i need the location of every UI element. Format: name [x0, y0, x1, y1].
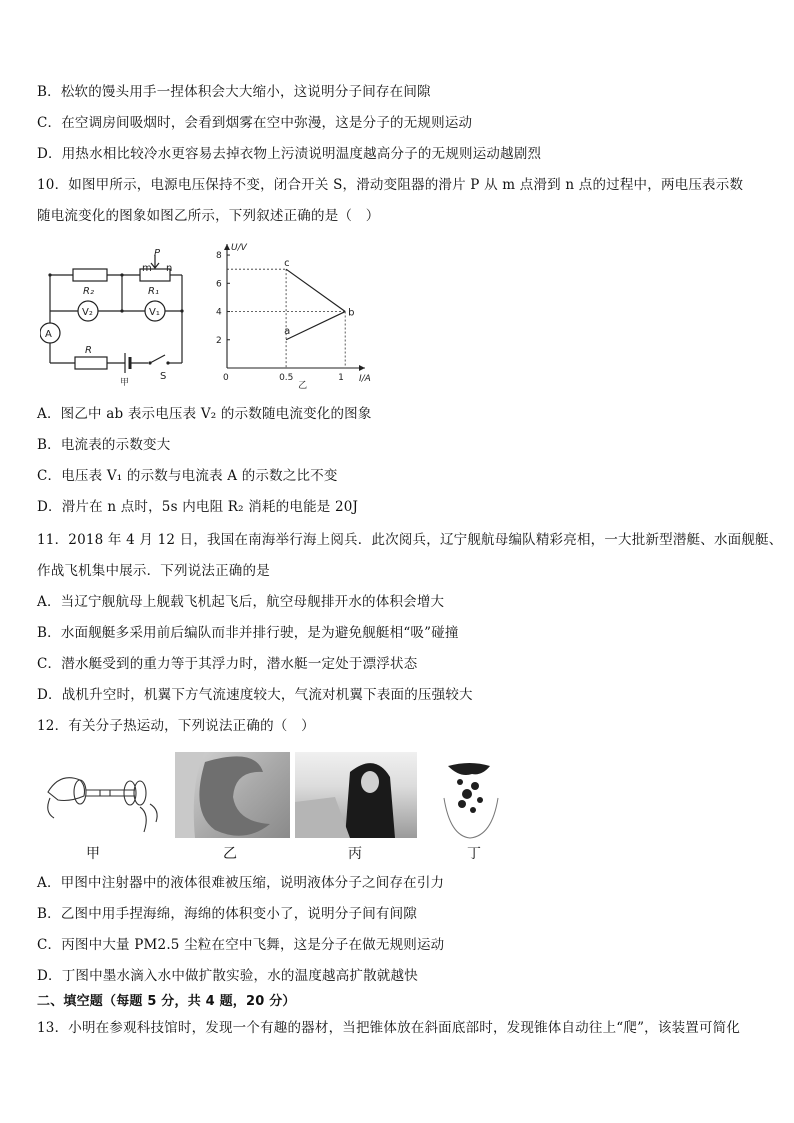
section2-heading: 二、填空题（每题 5 分，共 4 题，20 分） [37, 994, 296, 1009]
x-axis-label: I/A [359, 374, 371, 384]
y-tick-label: 4 [216, 307, 222, 318]
figure-label-jia: 甲 [86, 846, 100, 862]
circuit-diagram [40, 245, 195, 390]
q12-option-c: C．丙图中大量 PM2.5 尘粒在空中飞舞，这是分子在做无规则运动 [37, 937, 445, 953]
series-line-0 [286, 269, 345, 311]
y-tick-label: 2 [216, 335, 222, 346]
v1-label: V₁ [149, 307, 160, 318]
series-line-1 [286, 312, 345, 340]
p-label: P [154, 248, 161, 259]
r-resistor [75, 357, 107, 369]
q12-option-d: D．丁图中墨水滴入水中做扩散实验，水的温度越高扩散就越快 [37, 968, 418, 984]
m-label: m [142, 263, 152, 274]
point-label-c: c [284, 258, 290, 270]
q10-option-c: C．电压表 V₁ 的示数与电流表 A 的示数之比不变 [37, 468, 338, 484]
figure-label-bing: 丙 [348, 846, 362, 862]
q11-option-c: C．潜水艇受到的重力等于其浮力时，潜水艇一定处于漂浮状态 [37, 656, 418, 672]
q9-option-b: B．松软的馒头用手一捏体积会大大缩小，这说明分子间存在间隙 [37, 84, 431, 100]
figure-sponge-photo [175, 752, 290, 838]
circuit-caption: 甲 [120, 378, 130, 388]
figure-pm25-photo [295, 752, 417, 838]
r2-label: R₂ [83, 286, 94, 297]
v2-label: V₂ [82, 307, 93, 318]
y-axis-label: U/V [231, 243, 247, 253]
x-tick-label: 0.5 [279, 373, 294, 383]
figure-ink-diffusion [440, 758, 502, 840]
q12-stem: 12．有关分子热运动，下列说法正确的（ ） [37, 718, 315, 734]
q12-option-b: B．乙图中用手捏海绵，海绵的体积变小了，说明分子间有间隙 [37, 906, 418, 922]
ui-graph [205, 240, 380, 390]
figure-label-ding: 丁 [467, 846, 481, 862]
q11-option-b: B．水面舰艇多采用前后编队而非并排行驶，是为避免舰艇相“吸”碰撞 [37, 625, 459, 641]
point-label-a: a [284, 325, 291, 337]
q11-option-d: D．战机升空时，机翼下方气流速度较大，气流对机翼下表面的压强较大 [37, 687, 473, 703]
switch-label: S [160, 371, 167, 382]
q9-option-d: D．用热水相比较冷水更容易去掉衣物上污渍说明温度越高分子的无规则运动越剧烈 [37, 146, 542, 162]
q10-stem-line2: 随电流变化的图象如图乙所示，下列叙述正确的是（ ） [37, 208, 380, 224]
r2-resistor [73, 269, 107, 281]
graph-caption: 乙 [298, 381, 308, 390]
x-tick-label: 1 [338, 373, 344, 383]
y-tick-label: 6 [216, 279, 222, 290]
q11-stem-line1: 11．2018 年 4 月 12 日，我国在南海举行海上阅兵．此次阅兵，辽宁舰航母编队精彩亮相，一大批新型潜艇、水面舰艇、 [37, 532, 783, 548]
r1-label: R₁ [148, 286, 159, 297]
point-label-b: b [348, 307, 355, 319]
q13-stem-line1: 13．小明在参观科技馆时，发现一个有趣的器材，当把锥体放在斜面底部时，发现锥体自动往上“爬”，该装置可简化 [37, 1020, 741, 1036]
q9-option-c: C．在空调房间吸烟时，会看到烟雾在空中弥漫，这是分子的无规则运动 [37, 115, 473, 131]
q10-stem-line1: 10．如图甲所示，电源电压保持不变，闭合开关 S，滑动变阻器的滑片 P 从 m 点滑到 n 点的过程中，两电压表示数 [37, 177, 744, 193]
n-label: n [166, 263, 173, 274]
x-axis-arrow [359, 365, 365, 371]
figure-label-yi: 乙 [223, 846, 237, 862]
q10-option-d: D．滑片在 n 点时，5s 内电阻 R₂ 消耗的电能是 20J [37, 499, 359, 515]
q11-option-a: A．当辽宁舰航母上舰载飞机起飞后，航空母舰排开水的体积会增大 [37, 594, 445, 610]
x-tick-label: 0 [223, 373, 229, 383]
y-axis-arrow [224, 244, 230, 250]
q10-option-a: A．图乙中 ab 表示电压表 V₂ 的示数随电流变化的图象 [37, 406, 372, 422]
switch [150, 355, 165, 363]
q11-stem-line2: 作战飞机集中展示．下列说法正确的是 [37, 563, 270, 579]
q10-option-b: B．电流表的示数变大 [37, 437, 171, 453]
r-label: R [85, 345, 92, 356]
figure-syringe [40, 752, 165, 837]
y-tick-label: 8 [216, 251, 222, 262]
ammeter-label: A [45, 329, 52, 340]
q12-option-a: A．甲图中注射器中的液体很难被压缩，说明液体分子之间存在引力 [37, 875, 445, 891]
